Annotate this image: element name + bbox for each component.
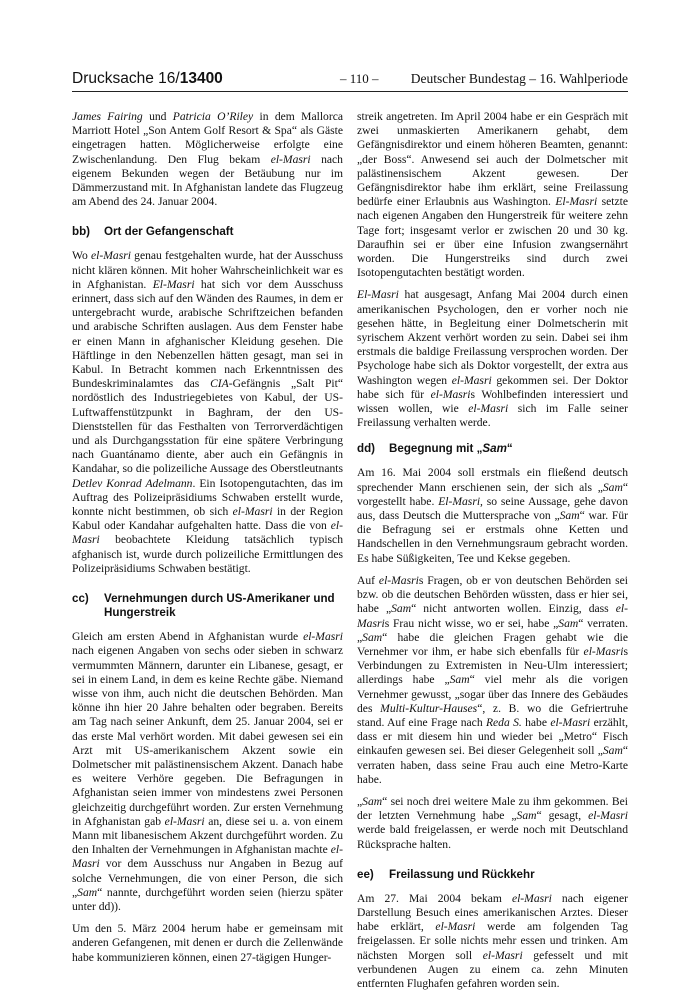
heading-title-post: “ bbox=[506, 442, 513, 456]
italic-run: el-Masri bbox=[72, 843, 343, 871]
heading-title-name: Sam bbox=[482, 442, 507, 456]
italic-run: Multi-Kultur-Hauses bbox=[380, 701, 478, 715]
text-run: s Wohlbefinden interessiert und wissen wollen, wie bbox=[357, 387, 628, 416]
document-number-value: 13400 bbox=[179, 70, 223, 87]
heading-title bbox=[389, 442, 628, 456]
text-run: Um den 5. März 2004 herum habe er gemeinsam mit anderen Gefangenen, mit denen er durch die Zellenwände habe kommunizieren können, einen 27-tägigen Hunger- bbox=[72, 922, 343, 964]
text-run: werde am folgenden Tag freigelassen. Er solle nichts mehr essen und trinken. Am nächsten Morgen soll bbox=[357, 920, 628, 962]
heading-number: bb) bbox=[72, 225, 91, 239]
document-number-prefix: Drucksache 16/ bbox=[72, 70, 180, 87]
text-run: nach eigenen Angaben von sechs oder sieben in schwarz vermummten Männern, darunter ein Libanese, gesagt, er sei in einem Land, in dem es keine Rechte gäbe. Niemand wisse von ihm, auch nicht die deutschen Behörden. Man könne ihn hier 20 Jahre behalten oder begraben. Bereits am Tag nach seiner Ankunft, dem 25. Januar 2004, sei er das erste Mal verhört worden. Mit dabei gewesen sei ein Arzt mit US-amerikanischem Akzent sowie ein Dolmetscher mit palästinensischem Akzent. Danach habe es weitere Verhöre gegeben. Die Befragungen in Afghanistan seien immer von mindestens zwei Personen gleichzeitig durchgeführt worden. Zur ersten Vernehmung in Afghanistan gab bbox=[72, 644, 343, 828]
paragraph bbox=[357, 288, 628, 430]
italic-run: el-Masri bbox=[270, 152, 311, 166]
left-column bbox=[72, 110, 343, 973]
text-run: Am 27. Mai 2004 bekam bbox=[357, 891, 512, 905]
italic-run: el-Masri bbox=[451, 373, 492, 387]
text-run: “ nannte, durchgeführt worden seien (hierzu später unter dd)). bbox=[72, 885, 343, 913]
text-run: in dem Mallorca Marriott Hotel „Son Antem Golf Resort & Spa“ als Gäste eingetragen hatten. Möglicherweise erfolgte eine Zwischenlandung. Den Flug bekam bbox=[72, 110, 344, 166]
italic-run: el-Masri bbox=[482, 948, 523, 962]
text-run: -Gefängnis „Salt Pit“ nordöstlich des Industriegebietes von Kabul, der US-Luftwaffenstützpunkt in Baghram, der den US-Dienststellen für das Festhalten von Terrorverdächtigen und als Durchgangsstation für eine spätere Verbringung nach Guantánamo diente, aber auch ein Gefängnis in Kandahar, so die polizeiliche Aussage des Oberstleutnants bbox=[72, 377, 344, 476]
text-run: nach eigener Darstellung Besuch eines amerikanischen Arztes. Dieser habe erklärt, bbox=[357, 891, 628, 934]
heading-title: Ort der Gefangenschaft bbox=[104, 225, 234, 239]
right-column bbox=[357, 110, 628, 999]
italic-run: el-Masri bbox=[357, 602, 628, 630]
section-heading-cc bbox=[72, 592, 343, 620]
page-number: – 110 – bbox=[340, 71, 379, 86]
italic-run: Sam bbox=[362, 630, 383, 644]
text-run: s Verbindungen zu Extremisten in Neu-Ulm interessiert; allerdings habe „ bbox=[357, 644, 628, 687]
italic-run: El-Masri bbox=[357, 288, 399, 302]
italic-run: el-Masri bbox=[72, 519, 343, 547]
text-run: “ viel mehr als die vorigen Vernehmer gewusst, „sogar über das Innere des Gebäudes des bbox=[357, 673, 629, 715]
text-run: gefesselt und mit verbundenen Augen zu einem ca. zehn Minuten entfernten Flughafen gefahren worden sein. bbox=[357, 948, 628, 990]
section-heading-dd bbox=[357, 442, 628, 456]
heading-title: Freilassung und Rückkehr bbox=[389, 867, 535, 881]
italic-run: James Fairing bbox=[72, 110, 143, 123]
text-run: “, z. B. wo die Gefriertruhe stand. Auf eine Frage nach bbox=[357, 701, 628, 729]
italic-run: Sam bbox=[602, 480, 623, 494]
text-run: Wo bbox=[72, 249, 92, 263]
paragraph bbox=[72, 110, 343, 209]
text-run: “ gesagt, bbox=[536, 809, 589, 823]
heading-number: ee) bbox=[357, 867, 374, 881]
text-run: beobachtete Kleidung tatsächlich typisch afghanisch ist, wurde durch polizeiliche Ermittlungen des Polizeipräsidiums Schwaben bestätigt. bbox=[72, 533, 343, 575]
italic-run: el-Masri bbox=[583, 644, 624, 658]
text-run: werde bald freigelassen, er werde noch mit Deutschland Rücksprache halten. bbox=[357, 823, 628, 851]
paragraph bbox=[357, 574, 628, 787]
italic-run: el-Masri bbox=[435, 920, 476, 934]
publisher: Deutscher Bundestag – 16. Wahlperiode bbox=[410, 71, 628, 86]
text-run: sich im Falle seiner Freilassung verhalten werde. bbox=[357, 402, 628, 430]
heading-title-pre: Begegnung mit „ bbox=[389, 442, 483, 456]
italic-run: Sam bbox=[602, 744, 623, 758]
italic-run: el-Masri bbox=[232, 505, 273, 519]
italic-run: el-Masri bbox=[378, 573, 419, 587]
paragraph bbox=[72, 922, 343, 965]
heading-number: cc) bbox=[72, 592, 89, 606]
text-run: streik angetreten. Im April 2004 habe er ein Gespräch mit zwei unmaskierten Amerikanern gehabt, dem Gefängnisdirektor und einem höheren Beamten, genannt: „der Boss“. Anwesend sei auch der Dolmetscher mit palästinensischem Akzent gewesen. Der Gefängnisdirektor habe ihm erklärt, seine Freilassung bedürfe einer Erlaubnis aus Washington. bbox=[357, 110, 628, 209]
paragraph bbox=[72, 630, 343, 914]
paragraph bbox=[357, 892, 628, 991]
italic-run: el-Masri bbox=[91, 249, 131, 263]
heading-title: Vernehmungen durch US-Amerikaner und Hungerstreik bbox=[104, 592, 335, 620]
text-run: . Ein Isotopengutachten, das im Auftrag des Polizeipräsidiums Schwaben erstellt wurde, konnte nicht bestimmen, ob sich bbox=[72, 476, 344, 519]
header-rule bbox=[72, 91, 628, 92]
text-run: “ war. Für die Befragung sei er erstmals ohne Ketten und Handschellen in den Vernehmungsraum gebracht worden. Es habe Süßigkeiten, Tee und Kekse gegeben. bbox=[357, 509, 628, 565]
italic-run: Sam bbox=[558, 616, 579, 630]
italic-run: Sam bbox=[559, 509, 580, 523]
italic-run: el-Masri bbox=[588, 809, 629, 823]
paragraph bbox=[357, 466, 628, 565]
text-run: “ verraten. „ bbox=[357, 616, 628, 644]
italic-run: el-Masri bbox=[164, 814, 205, 828]
italic-run: Sam bbox=[77, 885, 98, 899]
text-run: hat ausgesagt, Anfang Mai 2004 durch einen amerikanischen Psychologen, den er vorher noch nie gesehen hätte, in Begleitung einer Dolmetscherin mit syrischem Akzent verhört worden zu sein. Dabei sei ihm erstmals die baldige Freilassung versprochen worden. Der Psychologe habe sich als Doktor vorgestellt, der extra aus Washington wegen bbox=[357, 288, 628, 387]
text-run: nach eigenem Bekunden wegen der Betäubung nur im Dämmerzustand mit. In Afghanistan landete das Flugzeug am Abend des 24. Januar 2004. bbox=[72, 152, 343, 209]
text-run: „ bbox=[357, 794, 363, 808]
paragraph bbox=[72, 249, 343, 576]
text-run: gekommen sei. Der Doktor habe sich für bbox=[357, 373, 628, 401]
text-run: erzählt, dass er mit diesem hin und wieder bei „Metro“ Fisch einkaufen gewesen sei. Bei dieser Gelegenheit soll „ bbox=[357, 715, 629, 758]
italic-run: El-Masri bbox=[152, 277, 195, 291]
italic-run: El-Masri bbox=[555, 195, 598, 209]
italic-run: Reda S. bbox=[485, 715, 522, 729]
italic-run: Sam bbox=[449, 673, 470, 687]
text-run: und bbox=[142, 110, 173, 123]
text-run: “ sei noch drei weitere Male zu ihm gekommen. Bei der letzten Vernehmung habe „ bbox=[357, 794, 628, 823]
text-run: habe bbox=[521, 715, 551, 729]
text-run: Am 16. Mai 2004 soll erstmals ein fließend deutsch sprechender Mann erschienen sein, der sich als „ bbox=[357, 466, 628, 494]
italic-run: Sam bbox=[516, 809, 537, 823]
text-run: s Fragen, ob er von deutschen Behörden sei bzw. ob die deutschen Behörden wüssten, dass er hier sei, habe „ bbox=[357, 573, 628, 616]
text-run: vor dem Ausschuss nur Angaben in Bezug auf solche Vernehmungen, die von einer Person, die sich „ bbox=[72, 857, 343, 899]
italic-run: el-Masri bbox=[303, 630, 343, 644]
section-heading-ee bbox=[357, 868, 628, 882]
paragraph bbox=[357, 110, 628, 280]
text-run: Gleich am ersten Abend in Afghanistan wurde bbox=[72, 630, 304, 644]
text-run: “ habe die gleichen Fragen gehabt wie die Vernehmer vor ihm, er habe sich ebenfalls für bbox=[357, 630, 628, 658]
italic-run: Detlev Konrad Adelmann bbox=[72, 476, 193, 490]
paragraph bbox=[357, 795, 628, 852]
italic-run: Sam bbox=[362, 794, 383, 808]
italic-run: el-Masri bbox=[511, 891, 552, 905]
text-run: so seine Aussage, gehe davon aus, dass Deutsch die Muttersprache von „ bbox=[357, 494, 628, 523]
italic-run: Sam bbox=[391, 602, 412, 616]
italic-run: CIA bbox=[210, 377, 229, 391]
text-run: genau festgehalten wurde, hat der Ausschuss nicht klären können. Mit hoher Wahrscheinlichkeit war es in Afghanistan. bbox=[72, 249, 343, 291]
document-number bbox=[72, 70, 223, 88]
text-run: s Frau nicht wisse, wo er sei, habe „ bbox=[384, 616, 559, 630]
italic-run: el-Masri bbox=[430, 387, 471, 401]
italic-run: el-Masri bbox=[468, 402, 509, 416]
text-run: setzte nach eigenen Angaben den Hungerstreik für weitere zehn Tage fort; insgesamt verlor er zwischen 20 und 30 kg. Daraufhin sei er über eine Infusion zwangsernährt worden. Die Hungerstreiks sind durch zwei Isotopengutachten bestätigt worden. bbox=[357, 195, 628, 280]
italic-run: el-Masri bbox=[550, 715, 591, 729]
text-run: an, diese sei u. a. von einem Mann mit libanesischem Akzent durchgeführt worden. Zu den Inhalten der Vernehmungen in Afghanistan machte bbox=[72, 814, 343, 857]
section-heading-bb bbox=[72, 225, 343, 239]
italic-run: Patricia O’Riley bbox=[172, 110, 254, 123]
text-run: “ vorgestellt habe. bbox=[357, 480, 628, 508]
text-run: “ verraten haben, dass seine Frau auch eine Metro-Karte habe. bbox=[357, 744, 628, 786]
text-run: “ nicht antworten wollen. Einzig, dass bbox=[411, 602, 616, 616]
italic-run: El-Masri, bbox=[438, 494, 483, 508]
text-run: hat sich vor dem Ausschuss erinnert, dass sich auf den Wänden des Raumes, in dem er untergebracht wurde, arabische Schriftzeichen befanden und arabische Schriften auslagen. Aus dem Fenster habe er einen Mann in afghanischer Kleidung gesehen. Die Häftlinge in den Nebenzellen hätten gesagt, man sei in Kabul. In Betracht kommen nach Erkenntnissen des Bundeskriminalamtes das bbox=[72, 277, 343, 391]
text-run: Auf bbox=[357, 573, 379, 587]
heading-number: dd) bbox=[357, 442, 376, 456]
text-run: in der Region Kabul oder Kandahar aufgehalten hatte. Dass die von bbox=[72, 505, 343, 533]
